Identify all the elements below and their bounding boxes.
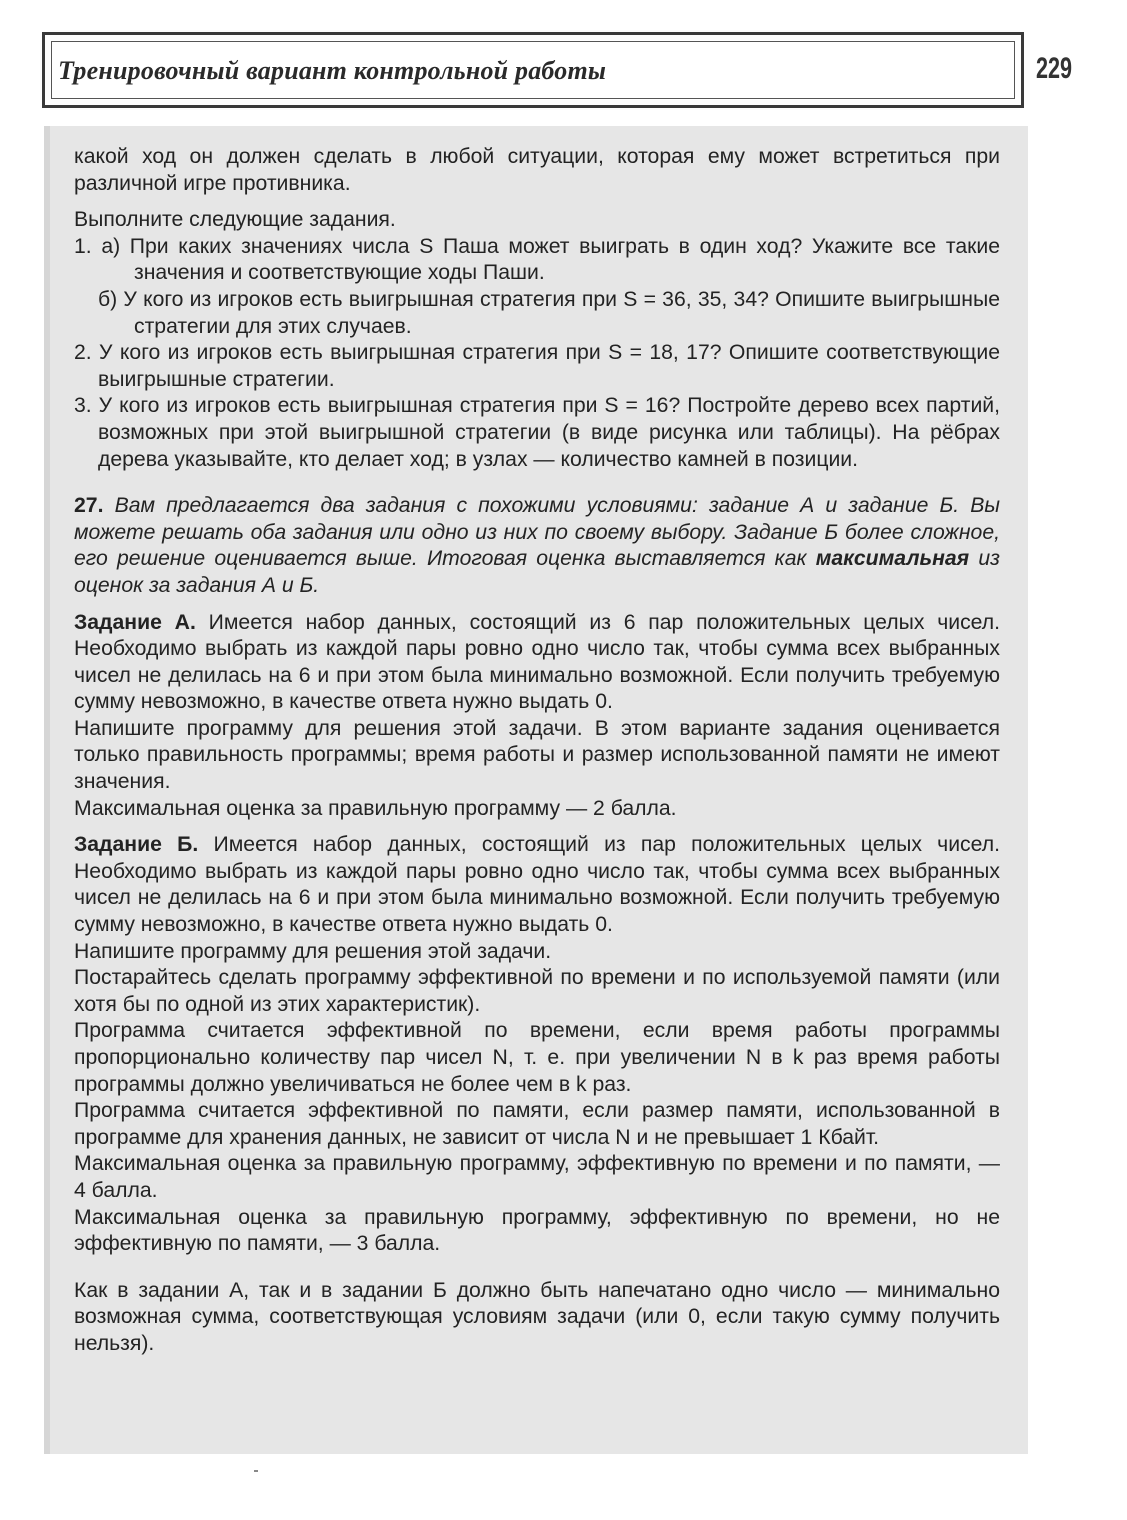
task-b-score-3: Максимальная оценка за правильную программу, эффективную по времени, но не эффективную по памяти, — 3 балла. [74,1205,1000,1256]
task-b-program: Напишите программу для решения этой задачи. [74,939,552,963]
page-title: Тренировочный вариант контрольной работы [58,56,607,85]
task-1b: б) У кого из игроков есть выигрышная стратегия при S = 36, 35, 34? Опишите выигрышные стратегии для этих случаев. [98,287,1000,338]
task-b-efficiency: Постарайтесь сделать программу эффективной по времени и по используемой памяти (или хотя бы по одной из этих характеристик). [74,966,1000,1016]
task-a-label: Задание А. [74,610,196,634]
page-number: 229 [1036,52,1073,85]
task-b-memory: Программа считается эффективной по памяти, если размер памяти, использованной в программе для хранения данных, не зависит от числа N и не превышает 1 Кбайт. [74,1099,1000,1149]
q27-intro [74,493,1000,599]
q27-intro-bold: максимальная [815,547,970,571]
task-a [74,610,1000,716]
scan-speck [254,1470,258,1472]
q27-intro-text: Вам предлагается два задания с похожими условиями: задание А и задание Б. Вы можете решать оба задания или одно из них по своему выбору. Задание Б более сложное, его решение оценивается выше. Итоговая оценка выставляется как [74,494,1000,571]
page-text [74,144,1000,1358]
task-b-text: Имеется набор данных, состоящий из пар положительных целых чисел. Необходимо выбрать из каждой пары ровно одно число так, чтобы сумма всех выбранных чисел не делилась на 6 и при этом была минимально возможной. Если получить требуемую сумму невозможно, в качестве ответа нужно выдать 0. [74,833,1000,937]
q27-intro-end: из оценок за задания А и Б. [74,547,1000,597]
tasks-heading: Выполните следующие задания. [74,208,396,232]
task-a-score: Максимальная оценка за правильную программу — 2 балла. [74,796,677,820]
intro-line: какой ход он должен сделать в любой ситуации, которая ему может встретиться при различной игре противника. [74,145,1000,195]
task-a-program: Напишите программу для решения этой задачи. В этом варианте задания оценивается только правильность программы; время работы и размер использованной памяти не имеют значения. [74,716,1000,794]
task-b [74,832,1000,938]
final-note: Как в задании А, так и в задании Б должно быть напечатано одно число — минимально возможная сумма, соответствующая условиям задачи (или 0, если такую сумму получить нельзя). [74,1278,1000,1355]
task-1a: 1. а) При каких значениях числа S Паша может выиграть в один ход? Укажите все такие значения и соответствующие ходы Паши. [74,234,1000,285]
task-b-score-4: Максимальная оценка за правильную программу, эффективную по времени и по памяти, — 4 балла. [74,1152,1000,1202]
task-3: 3. У кого из игроков есть выигрышная стратегия при S = 16? Постройте дерево всех партий, возможных при этой выигрышной стратегии (в виде рисунка или таблицы). На рёбрах дерева указывайте, кто делает ход; в узлах — количество камней в позиции. [74,394,1000,471]
task-a-text: Имеется набор данных, состоящий из 6 пар положительных целых чисел. Необходимо выбрать из каждой пары ровно одно число так, чтобы сумма всех выбранных чисел не делилась на 6 и при этом была минимально возможной. Если получить требуемую сумму невозможно, в качестве ответа нужно выдать 0. [74,610,1000,714]
task-2: 2. У кого из игроков есть выигрышная стратегия при S = 18, 17? Опишите соответствующие выигрышные стратегии. [74,341,1000,391]
q27-number: 27. [74,494,104,518]
task-b-label: Задание Б. [74,833,199,857]
task-b-time: Программа считается эффективной по времени, если время работы программы пропорционально количеству пар чисел N, т. е. при увеличении N в k раз время работы программы должно увеличиваться не более чем в k раз. [74,1019,1000,1096]
